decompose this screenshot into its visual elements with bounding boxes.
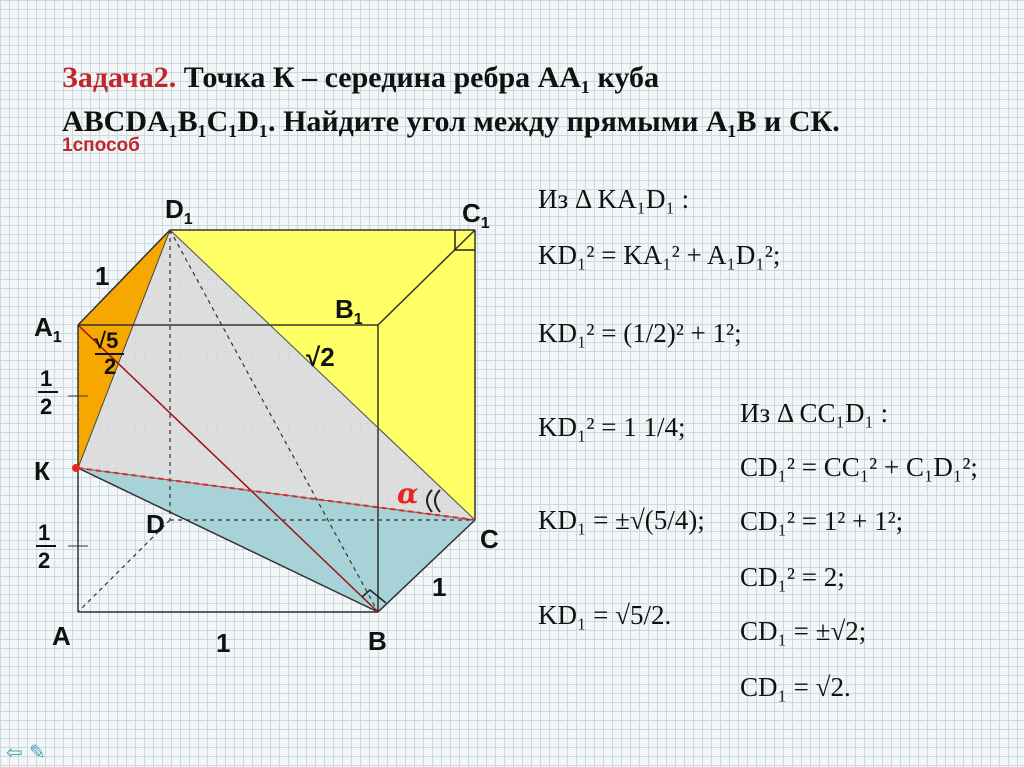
left-eq4: KD₁ = ±√(5/4); — [538, 505, 705, 535]
right-header: Из Δ CC₁D₁ : — [740, 398, 889, 428]
label-k: К — [34, 456, 50, 486]
right-eq4: CD₁ = ±√2; — [740, 616, 867, 646]
label-a: A — [52, 621, 71, 651]
right-eq5: CD₁ = √2. — [740, 672, 851, 702]
half-upper-num: 1 — [40, 366, 53, 391]
half-lower-den: 2 — [38, 548, 51, 573]
left-eq3: KD₁² = 1 1/4; — [538, 412, 686, 442]
label-edge-top: 1 — [95, 261, 110, 291]
label-a1: $A_1$ — [34, 312, 62, 346]
angle-alpha: α — [397, 477, 419, 510]
half-lower-num: 1 — [38, 520, 51, 545]
label-c: C — [480, 524, 499, 554]
point-k — [72, 464, 80, 472]
label-edge-right: 1 — [432, 572, 447, 602]
label-b: B — [368, 626, 387, 656]
left-eq2: KD₁² = (1/2)² + 1²; — [538, 318, 742, 348]
nav-bar — [6, 740, 46, 764]
right-eq3: CD₁² = 2; — [740, 562, 845, 592]
problem-text-line1: Точка К – середина ребра АА₁ куба — [183, 61, 659, 94]
left-eq5: KD₁ = √5/2. — [538, 600, 672, 630]
problem-number: Задача2. — [62, 61, 177, 94]
sqrt5-den: 2 — [104, 354, 117, 379]
left-eq1: KD₁² = KA₁² + A₁D₁²; — [538, 240, 781, 270]
half-upper-den: 2 — [40, 394, 53, 419]
method-label: 1способ — [62, 135, 140, 156]
pen-icon[interactable]: ✎ — [29, 740, 46, 764]
left-header: Из Δ KA₁D₁ : — [538, 184, 690, 214]
right-eq2: CD₁² = 1² + 1²; — [740, 506, 904, 536]
label-d: D — [146, 509, 165, 539]
right-eq1: CD₁² = CC₁² + C₁D₁²; — [740, 452, 978, 482]
back-arrow-icon[interactable]: ⇦ — [6, 740, 23, 764]
sqrt5-num: √5 — [94, 328, 119, 353]
label-sqrt2: √2 — [306, 342, 335, 372]
label-edge-bottom: 1 — [216, 628, 231, 658]
label-d1: $D_1$ — [165, 194, 193, 228]
label-c1: $C_1$ — [462, 198, 490, 232]
problem-text-line2: ABCDA₁B₁C₁D₁. Найдите угол между прямыми А₁В и СК. — [62, 105, 840, 138]
label-b1: $B_1$ — [335, 294, 363, 328]
